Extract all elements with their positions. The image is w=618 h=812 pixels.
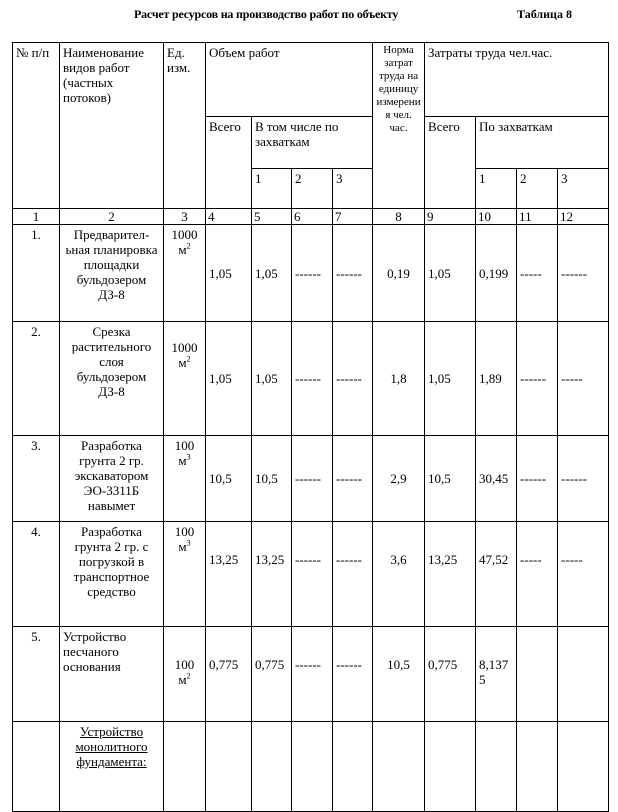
row-number: 1. bbox=[13, 225, 60, 322]
col-number: 10 bbox=[476, 209, 517, 225]
volume-g1: 13,25 bbox=[252, 522, 292, 627]
unit-value: 100 bbox=[174, 524, 195, 539]
empty-cell bbox=[252, 722, 292, 812]
empty-cell bbox=[292, 722, 333, 812]
unit-exponent: 3 bbox=[186, 538, 191, 548]
unit-exponent: 2 bbox=[186, 241, 191, 251]
volume-g3: ------ bbox=[333, 436, 373, 522]
norm-value: 0,19 bbox=[373, 225, 425, 322]
table-row bbox=[13, 522, 609, 627]
col-number: 4 bbox=[206, 209, 252, 225]
volume-g2: ------ bbox=[292, 522, 333, 627]
table-row bbox=[13, 225, 609, 322]
norm-value: 3,6 bbox=[373, 522, 425, 627]
header-num: № п/п bbox=[13, 43, 60, 209]
row-number: 2. bbox=[13, 322, 60, 436]
labor-g3: ------ bbox=[558, 225, 609, 322]
labor-g3: ----- bbox=[558, 522, 609, 627]
labor-total: 1,05 bbox=[425, 225, 476, 322]
table-row bbox=[13, 436, 609, 522]
col-number: 7 bbox=[333, 209, 373, 225]
unit-value: 100 bbox=[174, 657, 195, 672]
labor-g1: 8,1375 bbox=[476, 627, 517, 722]
volume-total: 1,05 bbox=[206, 225, 252, 322]
col-number: 12 bbox=[558, 209, 609, 225]
labor-g3: ----- bbox=[558, 322, 609, 436]
col-number: 2 bbox=[60, 209, 164, 225]
col-number: 8 bbox=[373, 209, 425, 225]
norm-value: 2,9 bbox=[373, 436, 425, 522]
volume-total: 1,05 bbox=[206, 322, 252, 436]
col-number: 11 bbox=[517, 209, 558, 225]
unit-letter: м bbox=[178, 539, 187, 554]
volume-g3: ------ bbox=[333, 322, 373, 436]
header-volume: Объем работ bbox=[206, 43, 373, 117]
unit-exponent: 2 bbox=[186, 354, 191, 364]
header-labor-total: Всего bbox=[425, 117, 476, 209]
header-vol-g1: 1 bbox=[252, 169, 292, 209]
unit-letter: м bbox=[178, 453, 187, 468]
labor-total: 0,775 bbox=[425, 627, 476, 722]
labor-g2: ----- bbox=[517, 522, 558, 627]
col-number: 9 bbox=[425, 209, 476, 225]
volume-g2: ------ bbox=[292, 322, 333, 436]
unit-cell bbox=[164, 522, 206, 627]
volume-g2: ------ bbox=[292, 627, 333, 722]
labor-g3: ------ bbox=[558, 436, 609, 522]
volume-total: 0,775 bbox=[206, 627, 252, 722]
volume-g3: ------ bbox=[333, 225, 373, 322]
empty-cell bbox=[333, 722, 373, 812]
labor-g1: 0,199 bbox=[476, 225, 517, 322]
resources-table bbox=[12, 42, 609, 812]
labor-g3 bbox=[558, 627, 609, 722]
work-name: Разработка грунта 2 гр. с погрузкой в транспортное средство bbox=[60, 522, 164, 627]
section-name: Устройство монолитного фундамента: bbox=[60, 722, 164, 812]
col-number: 1 bbox=[13, 209, 60, 225]
volume-g1: 1,05 bbox=[252, 225, 292, 322]
empty-cell bbox=[476, 722, 517, 812]
unit-cell bbox=[164, 627, 206, 722]
volume-g2: ------ bbox=[292, 225, 333, 322]
unit-letter: м bbox=[178, 242, 187, 257]
work-name: Предварител-ьная планировка площадки бульдозером ДЗ-8 bbox=[60, 225, 164, 322]
header-vol-g3: 3 bbox=[333, 169, 373, 209]
header-labor: Затраты труда чел.час. bbox=[425, 43, 609, 117]
table-number: Таблица 8 bbox=[517, 7, 572, 21]
header-by-grips: По захваткам bbox=[476, 117, 609, 169]
col-number: 3 bbox=[164, 209, 206, 225]
volume-g3: ------ bbox=[333, 522, 373, 627]
header-incl-grips: В том числе по захваткам bbox=[252, 117, 373, 169]
document-title: Расчет ресурсов на производство работ по объекту bbox=[134, 7, 399, 21]
header-unit: Ед. изм. bbox=[164, 43, 206, 209]
column-numbers-row bbox=[13, 209, 609, 225]
unit-cell bbox=[164, 322, 206, 436]
empty-cell bbox=[425, 722, 476, 812]
labor-g1: 30,45 bbox=[476, 436, 517, 522]
unit-cell bbox=[164, 436, 206, 522]
unit-letter: м bbox=[178, 672, 187, 687]
labor-g2: ----- bbox=[517, 225, 558, 322]
header-vol-g2: 2 bbox=[292, 169, 333, 209]
work-name: Срезка растительного слоя бульдозером ДЗ-8 bbox=[60, 322, 164, 436]
row-number: 4. bbox=[13, 522, 60, 627]
table-row bbox=[13, 627, 609, 722]
empty-cell bbox=[206, 722, 252, 812]
volume-g1: 10,5 bbox=[252, 436, 292, 522]
row-number: 3. bbox=[13, 436, 60, 522]
unit-letter: м bbox=[178, 355, 187, 370]
empty-cell bbox=[13, 722, 60, 812]
empty-cell bbox=[517, 722, 558, 812]
header-name: Наименование видов работ (частных потоков) bbox=[60, 43, 164, 209]
labor-g2: ------ bbox=[517, 436, 558, 522]
unit-value: 1000 bbox=[171, 227, 198, 242]
empty-cell bbox=[164, 722, 206, 812]
volume-g1: 0,775 bbox=[252, 627, 292, 722]
norm-value: 10,5 bbox=[373, 627, 425, 722]
norm-value: 1,8 bbox=[373, 322, 425, 436]
header-lab-g3: 3 bbox=[558, 169, 609, 209]
work-name: Разработка грунта 2 гр. экскаватором ЭО-3311Б навымет bbox=[60, 436, 164, 522]
table-row bbox=[13, 322, 609, 436]
unit-cell bbox=[164, 225, 206, 322]
header-norm: Норма затрат труда на единицу измерения чел. час. bbox=[373, 43, 425, 209]
row-number: 5. bbox=[13, 627, 60, 722]
labor-g2 bbox=[517, 627, 558, 722]
col-number: 5 bbox=[252, 209, 292, 225]
empty-cell bbox=[373, 722, 425, 812]
unit-value: 1000 bbox=[171, 340, 198, 355]
col-number: 6 bbox=[292, 209, 333, 225]
labor-g1: 1,89 bbox=[476, 322, 517, 436]
work-name: Устройство песчаного основания bbox=[60, 627, 164, 722]
labor-total: 13,25 bbox=[425, 522, 476, 627]
labor-total: 1,05 bbox=[425, 322, 476, 436]
volume-g2: ------ bbox=[292, 436, 333, 522]
unit-exponent: 2 bbox=[186, 671, 191, 681]
unit-exponent: 3 bbox=[186, 452, 191, 462]
labor-g1: 47,52 bbox=[476, 522, 517, 627]
volume-total: 10,5 bbox=[206, 436, 252, 522]
section-row bbox=[13, 722, 609, 812]
labor-total: 10,5 bbox=[425, 436, 476, 522]
header-lab-g1: 1 bbox=[476, 169, 517, 209]
header-lab-g2: 2 bbox=[517, 169, 558, 209]
labor-g2: ------ bbox=[517, 322, 558, 436]
volume-total: 13,25 bbox=[206, 522, 252, 627]
empty-cell bbox=[558, 722, 609, 812]
unit-value: 100 bbox=[174, 438, 195, 453]
header-volume-total: Всего bbox=[206, 117, 252, 209]
volume-g3: ------ bbox=[333, 627, 373, 722]
volume-g1: 1,05 bbox=[252, 322, 292, 436]
